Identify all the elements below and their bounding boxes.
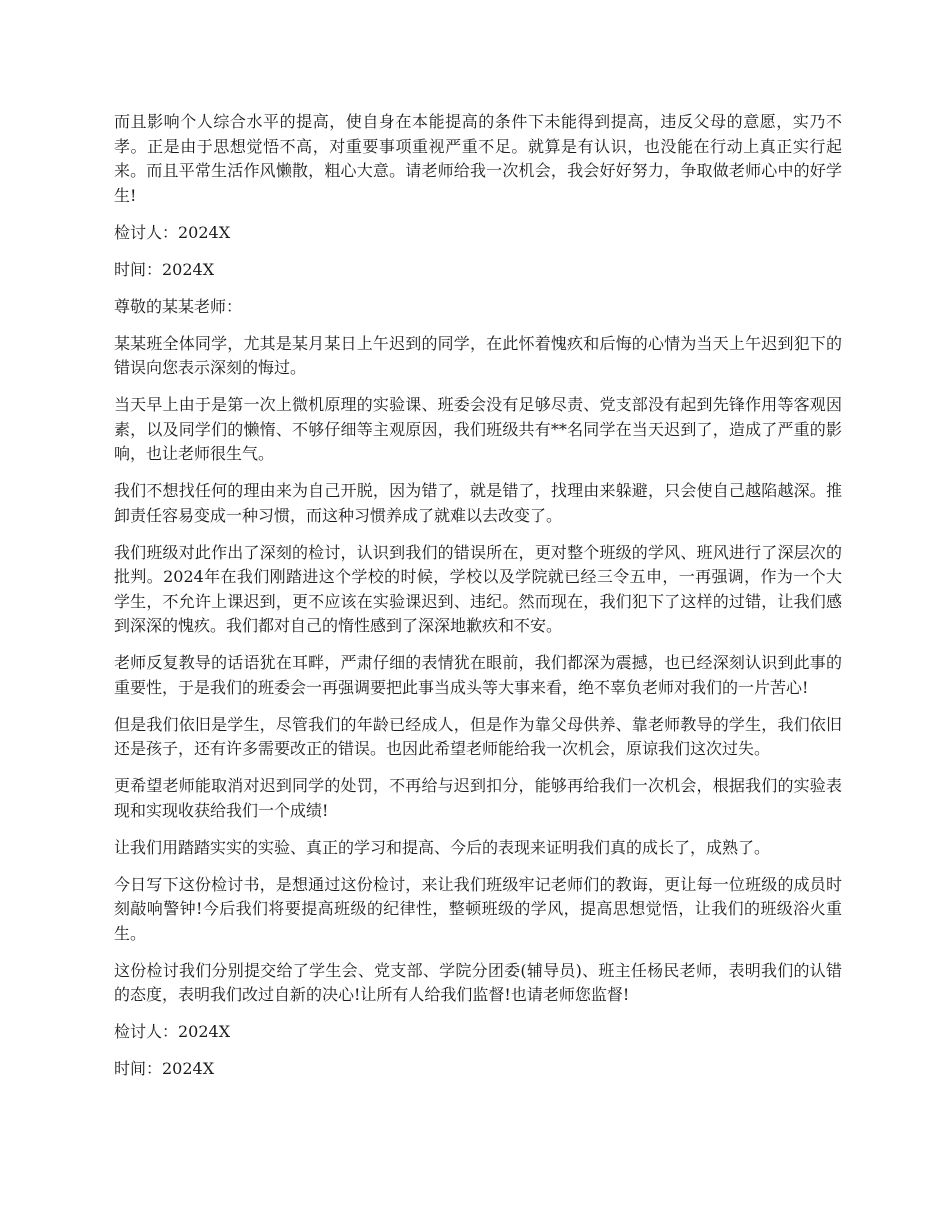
signer-line-1: 检讨人：2024X <box>114 222 231 242</box>
paragraph-1: 而且影响个人综合水平的提高，使自身在本能提高的条件下未能得到提高，违反父母的意愿，实乃不孝。正是由于思想觉悟不高，对重要事项重视严重不足。就算是有认识，也没能在行动上真正实行起来。而且平常生活作风懒散，粗心大意。请老师给我一次机会，我会好好努力，争取做老师心中的好学生! <box>114 112 842 205</box>
paragraph-7: 但是我们依旧是学生，尽管我们的年龄已经成人，但是作为靠父母供养、靠老师教导的学生，我们依旧还是孩子，还有许多需要改正的错误。也因此希望老师能给我一次机会，原谅我们这次过失。 <box>114 714 842 758</box>
time-line-2: 时间：2024X <box>114 1059 215 1078</box>
paragraph-2: 某某班全体同学，尤其是某月某日上午迟到的同学，在此怀着愧疚和后悔的心情为当天上午迟到犯下的错误向您表示深刻的悔过。 <box>114 333 842 377</box>
paragraph-4: 我们不想找任何的理由来为自己开脱，因为错了，就是错了，找理由来躲避，只会使自己越陷越深。推卸责任容易变成一种习惯，而这种习惯养成了就难以去改变了。 <box>114 481 842 525</box>
paragraph-11: 这份检讨我们分别提交给了学生会、党支部、学院分团委(辅导员)、班主任杨民老师，表明我们的认错的态度，表明我们改过自新的决心!让所有人给我们监督!也请老师您监督! <box>114 960 842 1004</box>
paragraph-5: 我们班级对此作出了深刻的检讨，认识到我们的错误所在，更对整个班级的学风、班风进行了深层次的批判。2024年在我们刚踏进这个学校的时候，学校以及学院就已经三令五申，一再强调，作为一个大学生，不允许上课迟到，更不应该在实验课迟到、违纪。然而现在，我们犯下了这样的过错，让我们感到深深的愧疚。我们都对自己的惰性感到了深深地歉疚和不安。 <box>114 542 842 635</box>
document-body <box>114 110 842 1094</box>
salutation: 尊敬的某某老师： <box>114 296 243 316</box>
paragraph-8: 更希望老师能取消对迟到同学的处罚，不再给与迟到扣分，能够再给我们一次机会，根据我们的实验表现和实现收获给我们一个成绩! <box>114 776 842 820</box>
paragraph-3: 当天早上由于是第一次上微机原理的实验课、班委会没有足够尽责、党支部没有起到先锋作用等客观因素，以及同学们的懒惰、不够仔细等主观原因，我们班级共有**名同学在当天迟到了，造成了严重的影响，也让老师很生气。 <box>114 395 842 463</box>
paragraph-9: 让我们用踏踏实实的实验、真正的学习和提高、今后的表现来证明我们真的成长了，成熟了。 <box>114 837 771 857</box>
signer-line-2: 检讨人：2024X <box>114 1022 231 1041</box>
time-line-1: 时间：2024X <box>114 259 215 279</box>
paragraph-6: 老师反复教导的话语犹在耳畔，严肃仔细的表情犹在眼前，我们都深为震撼，也已经深刻认识到此事的重要性，于是我们的班委会一再强调要把此事当成头等大事来看，绝不辜负老师对我们的一片苦心! <box>114 653 842 697</box>
paragraph-10: 今日写下这份检讨书，是想通过这份检讨，来让我们班级牢记老师们的教诲，更让每一位班级的成员时刻敲响警钟!今后我们将要提高班级的纪律性，整顿班级的学风，提高思想觉悟，让我们的班级浴火重生。 <box>114 874 842 943</box>
